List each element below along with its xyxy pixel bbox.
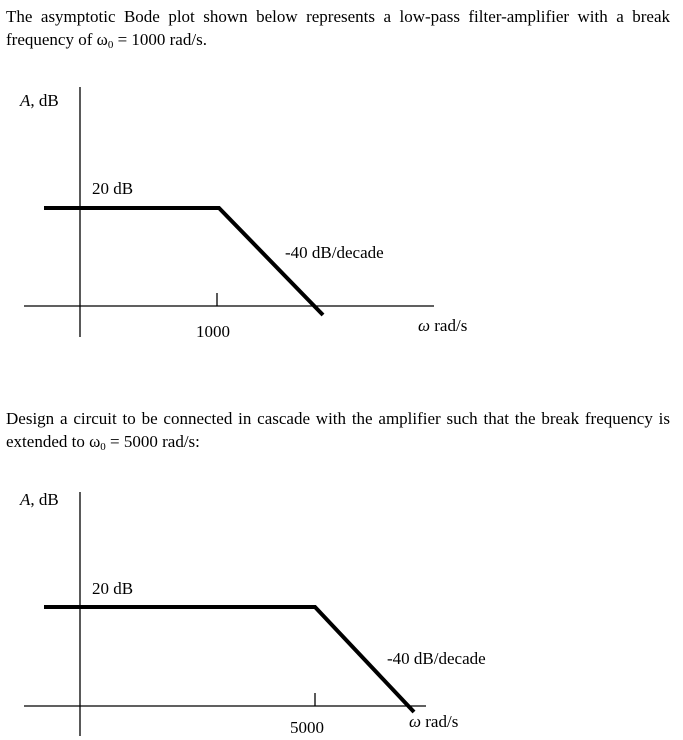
y-axis-label xyxy=(20,490,59,510)
problem-statement-text: The asymptotic Bode plot shown below represents a low-pass filter-amplifier with a break frequency of ω xyxy=(6,7,670,49)
break-frequency-label: 1000 xyxy=(196,322,230,341)
y-axis-label xyxy=(20,91,59,111)
y-axis-label-variable: A xyxy=(20,490,31,509)
slope-label: -40 dB/decade xyxy=(387,649,486,668)
x-axis-label-unit: rad/s xyxy=(421,712,459,731)
x-axis-label-unit: rad/s xyxy=(430,316,468,335)
y-axis-label-variable: A xyxy=(20,91,31,110)
design-task-text: Design a circuit to be connected in cascade with the amplifier such that the break frequency is extended to ω xyxy=(6,409,670,451)
x-axis-label xyxy=(409,712,458,732)
y-axis-label-unit: , dB xyxy=(30,490,59,509)
magnitude-asymptote xyxy=(44,208,323,315)
x-axis-label xyxy=(418,316,467,336)
problem-statement xyxy=(6,5,670,51)
bode-plot-original-graphic xyxy=(0,75,683,345)
y-axis-label-unit: , dB xyxy=(30,91,59,110)
bode-plot-target-graphic xyxy=(0,480,683,740)
magnitude-asymptote xyxy=(44,607,414,712)
gain-label: 20 dB xyxy=(92,579,134,598)
break-frequency-label: 5000 xyxy=(290,718,324,737)
slope-label: -40 dB/decade xyxy=(285,243,384,262)
design-task xyxy=(6,407,670,453)
omega-subscript: 0 xyxy=(100,441,106,453)
omega-subscript: 0 xyxy=(107,39,114,51)
design-task-value: = 5000 rad/s: xyxy=(105,432,200,451)
x-axis-label-variable: ω xyxy=(409,712,422,731)
gain-label: 20 dB xyxy=(92,179,134,198)
x-axis-label-variable: ω xyxy=(418,316,431,335)
problem-statement-value: = 1000 rad/s. xyxy=(113,30,207,49)
